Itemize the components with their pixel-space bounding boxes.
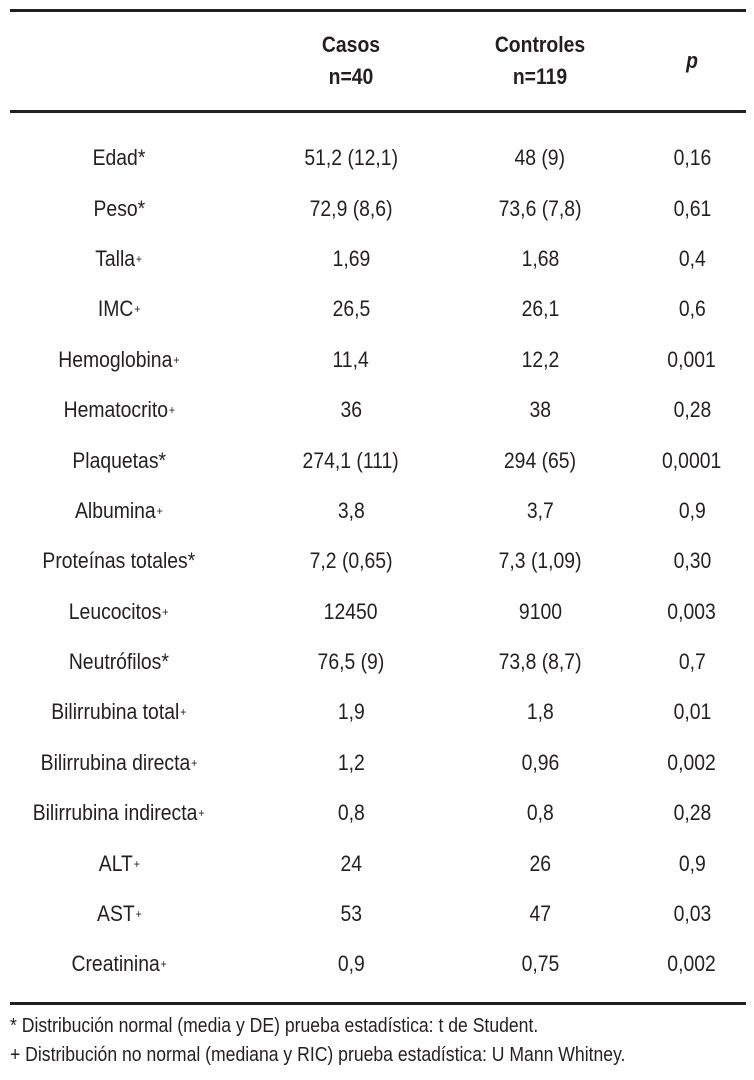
header-controles-n: n=119 — [512, 64, 568, 89]
table-row — [10, 889, 746, 939]
header-casos — [274, 12, 429, 110]
distribution-mark: * — [137, 195, 145, 221]
casos-value: 274,1 (111) — [302, 447, 400, 473]
variable-label: Proteínas totales — [42, 548, 188, 574]
p-value: 0,30 — [673, 548, 711, 574]
variable-cell — [10, 889, 228, 939]
distribution-mark: * — [187, 548, 196, 574]
p-value: 0,9 — [678, 850, 706, 876]
casos-value: 7,2 (0,65) — [309, 548, 393, 574]
p-value: 0,001 — [667, 346, 717, 372]
controles-value: 26 — [529, 850, 551, 876]
p-value: 0,002 — [667, 951, 717, 977]
table-row — [10, 234, 746, 284]
distribution-mark: + — [156, 503, 163, 518]
table-row — [10, 335, 746, 385]
variable-cell — [10, 284, 228, 334]
table-header-rule — [10, 110, 746, 113]
controles-value: 73,6 (7,8) — [498, 195, 582, 221]
variable-label: Edad — [92, 145, 138, 171]
variable-cell — [10, 486, 228, 536]
p-value: 0,01 — [673, 699, 711, 725]
distribution-mark: + — [191, 755, 198, 770]
variable-cell — [10, 335, 228, 385]
table-row — [10, 788, 746, 838]
variable-label: Albumina — [75, 497, 156, 523]
header-controles — [454, 12, 626, 110]
table-row — [10, 133, 746, 183]
header-controles-label: Controles — [494, 32, 586, 57]
variable-label: Bilirrubina total — [51, 699, 180, 725]
table-row — [10, 939, 746, 989]
controles-value: 73,8 (8,7) — [498, 649, 582, 675]
header-p-value — [644, 12, 739, 110]
p-value: 0,16 — [673, 145, 711, 171]
variable-label: Bilirrubina directa — [40, 749, 191, 775]
variable-cell — [10, 637, 228, 687]
casos-value: 53 — [340, 901, 362, 927]
p-value: 0,6 — [678, 296, 706, 322]
controles-value: 1,68 — [521, 245, 559, 271]
controles-value: 9100 — [518, 598, 562, 624]
controles-value: 26,1 — [521, 296, 559, 322]
variable-label: Talla — [95, 245, 136, 271]
table-row — [10, 385, 746, 435]
casos-value: 3,8 — [337, 497, 365, 523]
variable-cell — [10, 587, 228, 637]
distribution-mark: * — [137, 145, 146, 171]
distribution-mark: + — [168, 403, 175, 418]
p-value: 0,002 — [667, 749, 717, 775]
controles-value: 294 (65) — [503, 447, 577, 473]
p-value: 0,03 — [673, 901, 711, 927]
table-row — [10, 838, 746, 888]
casos-value: 0,9 — [337, 951, 365, 977]
variable-label: Bilirrubina indirecta — [33, 800, 198, 826]
table-row — [10, 587, 746, 637]
variable-label: Hemoglobina — [58, 346, 173, 372]
table-row — [10, 738, 746, 788]
variable-cell — [10, 385, 228, 435]
variable-label: ALT — [98, 850, 133, 876]
variable-cell — [10, 133, 228, 183]
distribution-mark: + — [198, 806, 205, 821]
controles-value: 48 (9) — [514, 145, 566, 171]
table-row — [10, 183, 746, 233]
table-row — [10, 536, 746, 586]
results-table — [10, 0, 746, 1080]
controles-value: 0,96 — [521, 749, 559, 775]
table-header — [10, 12, 746, 110]
variable-cell — [10, 183, 228, 233]
distribution-mark: + — [180, 705, 187, 720]
distribution-mark: + — [135, 907, 142, 922]
distribution-mark: + — [136, 251, 143, 266]
p-value: 0,7 — [678, 649, 706, 675]
variable-cell — [10, 738, 228, 788]
p-value: 0,9 — [678, 497, 706, 523]
footnote-normal: * Distribución normal (media y DE) prueba estadística: t de Student. — [10, 1015, 539, 1037]
table-row — [10, 284, 746, 334]
table-row — [10, 486, 746, 536]
casos-value: 36 — [340, 397, 362, 423]
table-row — [10, 435, 746, 485]
distribution-mark: + — [134, 302, 141, 317]
controles-value: 7,3 (1,09) — [498, 548, 582, 574]
variable-label: Hematocrito — [63, 397, 168, 423]
variable-label: Plaquetas — [72, 447, 159, 473]
distribution-mark: + — [173, 352, 180, 367]
casos-value: 1,2 — [337, 749, 365, 775]
casos-value: 1,69 — [332, 245, 370, 271]
distribution-mark: + — [133, 856, 140, 871]
casos-value: 11,4 — [332, 346, 370, 372]
casos-value: 72,9 (8,6) — [309, 195, 393, 221]
controles-value: 1,8 — [526, 699, 554, 725]
variable-cell — [10, 536, 228, 586]
casos-value: 24 — [340, 850, 362, 876]
p-value: 0,0001 — [662, 447, 722, 473]
header-casos-n: n=40 — [328, 64, 374, 89]
controles-value: 47 — [529, 901, 551, 927]
casos-value: 76,5 (9) — [317, 649, 385, 675]
variable-label: IMC — [97, 296, 134, 322]
controles-value: 0,75 — [521, 951, 559, 977]
variable-cell — [10, 939, 228, 989]
distribution-mark: + — [160, 957, 167, 972]
header-casos-label: Casos — [321, 32, 381, 57]
variable-cell — [10, 838, 228, 888]
variable-label: Peso — [93, 195, 138, 221]
variable-label: Neutrófilos — [68, 649, 162, 675]
controles-value: 38 — [529, 397, 551, 423]
variable-cell — [10, 788, 228, 838]
casos-value: 12450 — [324, 598, 378, 624]
p-value: 0,4 — [678, 245, 706, 271]
p-value: 0,28 — [673, 397, 711, 423]
distribution-mark: * — [161, 649, 170, 675]
p-value: 0,003 — [667, 598, 717, 624]
footnote-non-normal: + Distribución no normal (mediana y RIC) prueba estadística: U Mann Whitney. — [10, 1044, 626, 1066]
variable-cell — [10, 234, 228, 284]
casos-value: 51,2 (12,1) — [304, 145, 398, 171]
variable-cell — [10, 687, 228, 737]
table-bottom-rule — [10, 1002, 746, 1005]
header-p-label: p — [686, 48, 698, 73]
controles-value: 3,7 — [526, 497, 554, 523]
p-value: 0,28 — [673, 800, 711, 826]
variable-label: Leucocitos — [69, 598, 162, 624]
casos-value: 26,5 — [332, 296, 370, 322]
casos-value: 1,9 — [337, 699, 365, 725]
controles-value: 0,8 — [526, 800, 554, 826]
casos-value: 0,8 — [337, 800, 365, 826]
distribution-mark: + — [162, 604, 169, 619]
table-body — [10, 133, 746, 990]
p-value: 0,61 — [673, 195, 711, 221]
table-row — [10, 637, 746, 687]
variable-label: AST — [96, 901, 135, 927]
variable-cell — [10, 435, 228, 485]
footnotes — [10, 1012, 746, 1070]
controles-value: 12,2 — [521, 346, 559, 372]
table-row — [10, 687, 746, 737]
distribution-mark: * — [158, 447, 166, 473]
variable-label: Creatinina — [71, 951, 160, 977]
